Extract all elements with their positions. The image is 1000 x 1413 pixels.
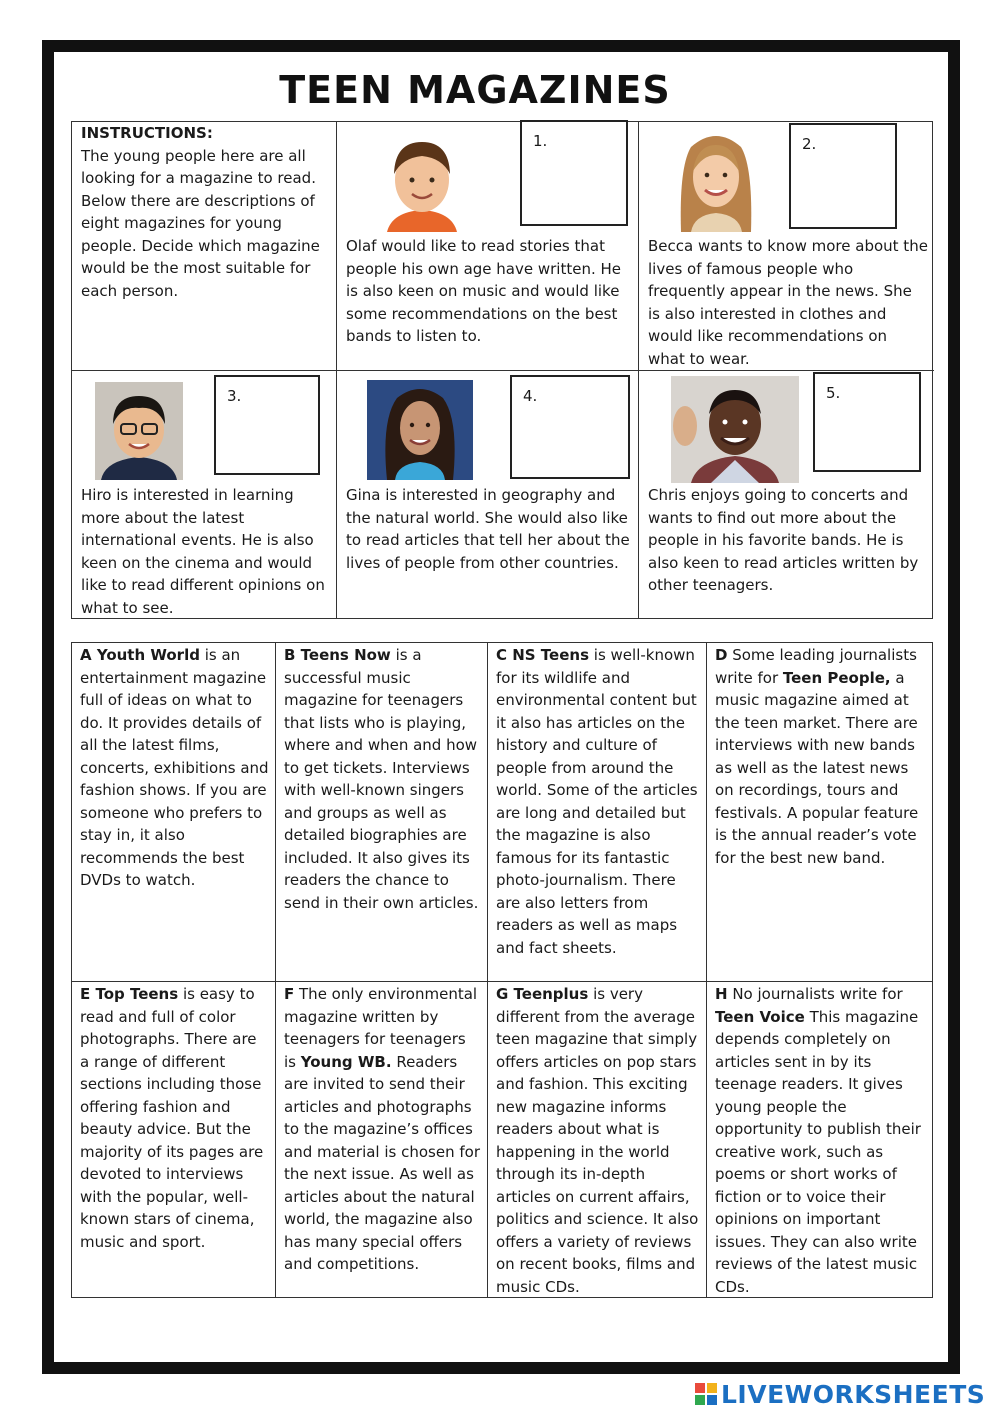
instructions-cell — [72, 122, 337, 371]
magazine-title: Teen Voice — [715, 1007, 805, 1026]
magazine-text: This magazine depends completely on articles sent in by its teenage readers. It gives young people the opportunity to publish their creative work, such as poems or short works of fiction or to voice their opinions on important issues. They can also write reviews of the latest music CDs. — [715, 1007, 921, 1296]
magazine-text: is well-known for its wildlife and environmental content but it also has articles on the history and culture of people from around the world. Some of the articles are long and detailed but the magazine is also famous for its fantastic photo-journalism. There are also letters from readers as well as maps and fact sheets. — [496, 646, 698, 957]
magazine-text: No journalists write for — [727, 985, 903, 1003]
becca-description: Becca wants to know more about the lives of famous people who frequently appear in the news. She is also interested in clothes and would like recommendations on what to wear. — [648, 237, 928, 368]
answer-box-1[interactable] — [520, 120, 628, 226]
magazine-text: is very different from the average teen magazine that simply offers articles on pop stars and fashion. This exciting new magazine informs readers about what is happening in the world through its in-depth articles on current affairs, politics and science. It also offers a variety of reviews on recent books, films and music CDs. — [496, 985, 699, 1296]
hiro-description: Hiro is interested in learning more about the latest international events. He is also keen on the cinema and would like to read different opinions on what to see. — [81, 486, 325, 617]
chris-photo — [671, 376, 799, 483]
answer-box-2[interactable] — [789, 123, 897, 229]
person-cell-chris — [639, 371, 934, 618]
magazine-text: is a successful music magazine for teenagers that lists who is playing, where and when and how to get tickets. Interviews with well-known singers and groups as well as detailed biographies are included. It also gives its readers the chance to send in their own articles. — [284, 646, 479, 912]
magazine-title: C NS Teens — [496, 646, 590, 664]
magazine-g — [488, 982, 707, 1297]
instructions-text: The young people here are all looking for a magazine to read. Below there are descriptions of eight magazines for young people. Decide which magazine would be the most suitable for each person. — [81, 146, 320, 300]
olaf-photo — [377, 132, 467, 232]
page-title: TEEN MAGAZINES — [279, 68, 671, 112]
magazine-title: E Top Teens — [80, 985, 179, 1003]
magazine-title: Teen People, — [782, 668, 891, 687]
people-grid — [71, 121, 933, 619]
magazine-f — [276, 982, 488, 1297]
magazine-title: B Teens Now — [284, 646, 391, 664]
magazine-title: Young WB. — [300, 1052, 392, 1071]
answer-number: 2. — [802, 135, 817, 153]
answer-box-5[interactable] — [813, 372, 921, 472]
magazine-d — [707, 643, 932, 982]
magazine-title: G Teenplus — [496, 985, 589, 1003]
magazine-a — [72, 643, 276, 982]
answer-number: 4. — [523, 387, 538, 405]
answer-box-3[interactable] — [214, 375, 320, 475]
magazine-h — [707, 982, 932, 1297]
logo-mark-icon — [695, 1383, 717, 1405]
magazine-text: is an entertainment magazine full of ideas on what to do. It provides details of all the latest films, concerts, exhibitions and fashion shows. If you are someone who prefers to stay in, it also recommends the best DVDs to watch. — [80, 646, 269, 889]
hiro-photo — [95, 382, 183, 480]
answer-box-4[interactable] — [510, 375, 630, 479]
magazine-b — [276, 643, 488, 982]
answer-number: 1. — [533, 132, 548, 150]
olaf-description: Olaf would like to read stories that people his own age have written. He is also keen on music and would like some recommendations on the best bands to listen to. — [346, 237, 622, 345]
gina-description: Gina is interested in geography and the natural world. She would also like to read articles that tell her about the lives of people from other countries. — [346, 486, 630, 572]
becca-photo — [669, 127, 764, 232]
magazine-grid — [71, 642, 933, 1298]
magazine-c — [488, 643, 707, 982]
magazine-title: A Youth World — [80, 646, 200, 664]
person-cell-becca — [639, 122, 934, 371]
person-cell-hiro — [72, 371, 337, 618]
magazine-letter: F — [284, 985, 295, 1003]
magazine-text: Readers are invited to send their articles and photographs to the magazine’s offices and material is chosen for the next issue. As well as articles about the natural world, the magazine also has many special offers and competitions. — [284, 1052, 480, 1273]
magazine-e — [72, 982, 276, 1297]
person-cell-olaf — [337, 122, 639, 371]
magazine-text: Some leading journalists write for — [715, 646, 917, 687]
magazine-letter: D — [715, 646, 728, 664]
magazine-letter: H — [715, 985, 728, 1003]
magazine-text: is easy to read and full of color photographs. There are a range of different sections including those offering fashion and beauty advice. But the majority of its pages are devoted to interviews with the popular, well-known stars of cinema, music and sport. — [80, 985, 264, 1251]
chris-description: Chris enjoys going to concerts and wants to find out more about the people in his favorite bands. He is also keen to read articles written by other teenagers. — [648, 486, 919, 594]
magazine-text: The only environmental magazine written by teenagers for teenagers is — [284, 985, 478, 1071]
instructions-heading: INSTRUCTIONS: — [81, 124, 213, 142]
liveworksheets-logo[interactable] — [695, 1378, 985, 1410]
answer-number: 3. — [227, 387, 242, 405]
answer-number: 5. — [826, 384, 841, 402]
gina-photo — [367, 380, 473, 480]
person-cell-gina — [337, 371, 639, 618]
magazine-text: a music magazine aimed at the teen market. There are interviews with new bands as well as the latest news on recordings, tours and festivals. A popular feature is the annual reader’s vote for the best new band. — [715, 668, 919, 867]
logo-text: LIVEWORKSHEETS — [721, 1379, 986, 1409]
